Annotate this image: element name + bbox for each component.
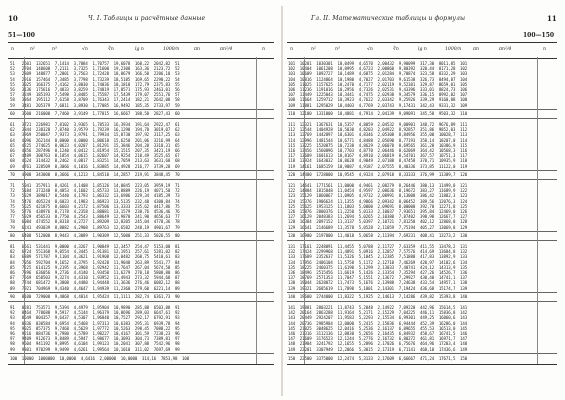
col-header-lg: lg n — [135, 47, 144, 52]
col-header-n-right: n — [543, 47, 546, 52]
col-header-n-right: n — [262, 47, 265, 52]
col-header-pin: πn — [473, 47, 479, 52]
left-page — [0, 0, 282, 400]
right-page-number: 11 — [547, 14, 557, 23]
right-table-header — [287, 42, 557, 59]
column-divider — [256, 57, 257, 364]
row-rule — [287, 301, 557, 302]
col-header-n3: n³ — [335, 47, 340, 52]
col-header-recip: 1000/n — [445, 47, 462, 52]
right-row-130: 130 16900 2197000 11,4018 5,0658 2,11394 7,69231 408,41 13273,2 130 — [288, 233, 468, 238]
col-header-lg: lg n — [418, 47, 427, 52]
right-block-111-119: 111 12321 1367631 10,5357 4,8059 2,04532 9,00901 348,72 9676,89 111 112 12544 1404928 10,5830 4,8203 2,04922 8,92857 351,86 9852,03 112 113 12769 1442897 10,6301 4,8346 2,05308 8,84956 355,00 10028,7 113 114 12996 1481544 10,6771 4,8488 2,05690 8,77193 358,14 10207,0 114 115 13225 1520875 10,7238 4,8629 2,06070 8,69565 361,28 10386,9 115 116 13456 1560896 10,7703 4,8770 2,06446 8,62069 364,42 10568,3 116 117 13689 1601613 10,8167 4,8910 2,06819 8,54701 367,57 10751,3 117 118 13924 1643032 10,8628 4,9049 2,07188 8,47458 370,71 10935,9 118 119 14161 1685159 10,9087 4,9187 2,07555 8,40336 373,85 11122,0 119 — [288, 122, 468, 169]
row-rule — [8, 292, 274, 293]
right-row-140: 140 19600 2744000 11,8322 5,1925 2,14613 7,14286 439,82 15393,8 140 — [288, 294, 468, 299]
col-header-cbrt: ∛n — [393, 47, 399, 52]
left-table-header — [8, 42, 274, 59]
left-range: 51—100 — [8, 32, 35, 39]
col-header-cbrt: ∛n — [108, 47, 114, 52]
row-rule — [287, 292, 557, 293]
column-divider — [24, 57, 25, 364]
row-rule — [287, 109, 557, 110]
col-header-n: n — [290, 47, 293, 52]
left-page-number: 10 — [8, 14, 18, 23]
col-header-pin: πn — [194, 47, 200, 52]
left-row-60: 60 3600 216000 7,7460 3,9149 1,77815 16,6667 188,50 2827,43 60 — [10, 111, 180, 116]
col-header-circle-area: πn²/4 — [499, 47, 512, 52]
left-block-91-99: 91 8281 753571 9,5394 4,4979 1,95904 10,9890 285,88 6503,88 91 92 8464 778688 9,5917 4,5144 1,96379 10,8696 289,03 6647,61 92 93 8649 804357 9,6437 4,5307 1,96848 10,7527 292,17 6792,91 93 94 8836 830584 9,6954 4,5468 1,97313 10,6383 295,31 6939,78 94 95 9025 857375 9,7468 4,5629 1,97772 10,5263 298,45 7088,22 95 96 9216 884736 9,7980 4,5789 1,98227 10,4167 301,59 7238,23 96 97 9409 912673 9,8489 4,5947 1,98677 10,3093 304,73 7389,81 97 98 9604 941192 9,8995 4,6104 1,99123 10,2041 307,88 7542,96 98 99 9801 970299 9,9499 4,6261 1,99564 10,1010 311,02 7697,69 99 — [10, 305, 180, 352]
right-block-121-129: 121 14641 1771561 11,0000 4,9461 2,08279 8,26446 380,13 11499,0 121 122 14884 1815848 11,0454 4,9597 2,08636 8,19672 383,27 11689,9 122 123 15129 1860867 11,0905 4,9732 2,08991 8,13008 386,42 11882,3 123 124 15376 1906624 11,1355 4,9866 2,09342 8,06452 389,56 12076,3 124 125 15625 1953125 11,1803 5,0000 2,09691 8,00000 392,70 12271,8 125 126 15876 2000376 11,2250 5,0133 2,10037 7,93651 395,84 12469,0 126 127 16129 2048383 11,2694 5,0265 2,10380 7,87402 398,98 12667,7 127 128 16384 2097152 11,3137 5,0397 2,10721 7,81250 402,12 12868,0 128 129 16641 2146689 11,3578 5,0528 2,11059 7,75194 405,27 13069,8 129 — [288, 183, 468, 230]
right-row-150: 150 22500 3375000 12,2474 5,3133 2,17609 6,66667 471,24 17671,5 150 — [288, 356, 468, 361]
row-rule — [8, 240, 274, 241]
right-row-120: 120 14400 1728000 10,9545 4,9324 2,07918 8,33333 376,99 11309,7 120 — [288, 172, 468, 177]
col-header-n: n — [11, 47, 14, 52]
column-divider — [304, 57, 305, 364]
row-rule — [8, 353, 274, 354]
col-header-recip: 1000/n — [163, 47, 180, 52]
right-row-110: 110 12100 1331000 10,4881 4,7914 2,04139 9,09091 345,58 9503,32 110 — [288, 111, 468, 116]
col-header-n2: n² — [311, 47, 316, 52]
col-header-n2: n² — [30, 47, 35, 52]
left-block-81-89: 81 6561 531441 9,0000 4,3267 1,90849 12,3457 254,47 5153,00 81 82 6724 551368 9,0554 4,3445 1,91381 12,1951 257,61 5281,02 82 83 6889 571787 9,1104 4,3621 1,91908 12,0482 260,75 5410,61 83 84 7056 592704 9,1652 4,3795 1,92428 11,9048 263,89 5541,77 84 85 7225 614125 9,2195 4,3968 1,92942 11,7647 267,04 5674,50 85 86 7396 636056 9,2736 4,4140 1,93450 11,6279 270,18 5808,80 86 87 7569 658503 9,3274 4,4310 1,93952 11,4943 273,32 5944,68 87 88 7744 681472 9,3808 4,4480 1,94448 11,3636 276,46 6082,12 88 89 7921 704969 9,4340 4,4647 1,94939 11,2360 279,60 6221,14 89 — [10, 244, 180, 291]
row-rule — [287, 179, 557, 180]
table-bottom-rule — [8, 364, 274, 365]
col-header-n3: n³ — [52, 47, 57, 52]
row-rule — [8, 231, 274, 232]
left-block-51-59: 51 2601 132651 7,1414 3,7084 1,70757 19,6078 160,22 2042,82 51 52 2704 140608 7,2111 3,7325 1,71600 19,2308 163,36 2123,72 52 53 2809 148877 7,2801 3,7563 1,72428 18,8679 166,50 2206,18 53 54 2916 157464 7,3485 3,7798 1,73239 18,5185 169,65 2290,22 54 55 3025 166375 7,4162 3,8030 1,74036 18,1818 172,79 2375,83 55 56 3136 175616 7,4833 3,8259 1,74819 17,8571 175,93 2463,01 56 57 3249 185193 7,5498 3,8485 1,75587 17,5439 179,07 2551,76 57 58 3364 195112 7,6158 3,8709 1,76343 17,2414 182,21 2642,08 58 59 3481 205379 7,6811 3,8930 1,77085 16,9492 185,35 2733,97 59 — [10, 61, 180, 108]
col-header-sqrt: √n — [82, 47, 88, 52]
table-bottom-rule — [287, 364, 557, 365]
left-row-70: 70 4900 343000 8,3666 4,1213 1,84510 14,2857 219,91 3848,45 70 — [10, 172, 180, 177]
row-rule — [287, 118, 557, 119]
left-running-head: Ч. I. Таблицы и расчётные данные — [88, 15, 206, 22]
right-block-131-139: 131 17161 2248091 11,4455 5,0788 2,11727 7,63359 411,55 13478,2 131 132 17424 2299968 11,4891 5,0916 2,12057 7,57576 414,69 13684,8 132 133 17689 2352637 11,5326 5,1045 2,12385 7,51880 417,83 13892,9 133 134 17956 2406104 11,5758 5,1172 2,12710 7,46269 420,97 14102,6 134 135 18225 2460375 11,6190 5,1299 2,13033 7,40741 424,12 14313,9 135 136 18496 2515456 11,6619 5,1426 2,13354 7,35294 427,26 14526,7 136 137 18769 2571353 11,7047 5,1551 2,13672 7,29927 430,40 14741,1 137 138 19044 2628072 11,7473 5,1676 2,13988 7,24638 433,54 14957,1 138 139 19321 2685619 11,7898 5,1801 2,14301 7,19424 436,68 15174,7 139 — [288, 244, 468, 291]
right-range: 100—150 — [523, 32, 555, 39]
left-row-100: 100 10000 1000000 10,0000 4,6416 2,00000 10,0000 314,16 7853,98 100 — [10, 356, 190, 361]
right-running-head: Гл. II. Математические таблицы и формулы — [311, 15, 466, 22]
left-row-90: 90 8100 729000 9,4868 4,4814 1,95424 11,1111 282,74 6361,73 90 — [10, 294, 180, 299]
row-rule — [8, 109, 274, 110]
row-rule — [8, 118, 274, 119]
row-rule — [287, 353, 557, 354]
right-block-101-109: 101 10201 1030301 10,0499 4,6570 2,00432 9,90099 317,30 8011,85 101 102 10404 1061208 10,0995 4,6723 2,00860 9,80392 320,44 8171,28 102 103 10609 1092727 10,1489 4,6875 2,01284 9,70874 323,58 8332,29 103 104 10816 1124864 10,1980 4,7027 2,01703 9,61538 326,73 8494,87 104 105 11025 1157625 10,2470 4,7177 2,02119 9,52381 329,87 8659,01 105 106 11236 1191016 10,2956 4,7326 2,02531 9,43396 333,01 8824,73 106 107 11449 1225043 10,3441 4,7475 2,02938 9,34579 336,15 8992,02 107 108 11664 1259712 10,3923 4,7622 2,03342 9,25926 339,29 9160,88 108 109 11881 1295029 10,4403 4,7769 2,03743 9,17431 342,43 9331,32 109 — [288, 61, 468, 108]
col-header-circle-area: πn²/4 — [220, 47, 233, 52]
left-row-80: 80 6400 512000 8,9443 4,3089 1,90309 12,5000 251,33 5026,55 80 — [10, 233, 180, 238]
col-header-sqrt: √n — [367, 47, 373, 52]
right-page — [283, 0, 565, 400]
left-block-71-79: 71 5041 357911 8,4261 4,1408 1,85126 14,0845 223,05 3959,19 71 72 5184 373248 8,4853 4,1602 1,85733 13,8889 226,19 4071,50 72 73 5329 389017 8,5440 4,1793 1,86332 13,6986 229,34 4185,39 73 74 5476 405224 8,6023 4,1983 1,86923 13,5135 232,48 4300,84 74 75 5625 421875 8,6603 4,2172 1,87506 13,3333 235,62 4417,86 75 76 5776 438976 8,7178 4,2358 1,88081 13,1579 238,76 4536,46 76 77 5929 456533 8,7750 4,2543 1,88649 12,9870 241,90 4656,63 77 78 6084 474552 8,8318 4,2727 1,89209 12,8205 245,04 4778,36 78 79 6241 493039 8,8882 4,2908 1,89763 12,6582 248,19 4901,67 79 — [10, 183, 180, 230]
row-rule — [8, 179, 274, 180]
right-block-141-149: 141 19881 2803221 11,8743 5,2048 2,14922 7,09220 442,96 15614,5 141 142 20164 2863288 11,9164 5,2171 2,15229 7,04225 446,11 15836,8 142 143 20449 2924207 11,9583 5,2293 2,15534 6,99301 449,25 16060,6 143 144 20736 2985984 12,0000 5,2415 2,15836 6,94444 452,39 16286,0 144 145 21025 3048625 12,0416 5,2536 2,16137 6,89655 455,53 16513,0 145 146 21316 3112136 12,0830 5,2656 2,16435 6,84932 458,67 16741,5 146 147 21609 3176523 12,1244 5,2776 2,16732 6,80272 461,81 16971,7 147 148 21904 3241792 12,1655 5,2896 2,17026 6,75676 464,96 17203,4 148 149 22201 3307949 12,2066 5,3015 2,17319 6,71141 468,10 17436,6 149 — [288, 305, 468, 352]
left-block-61-69: 61 3721 226981 7,8102 3,9365 1,78533 16,3934 191,64 2922,47 61 62 3844 238328 7,8740 3,9579 1,79239 16,1290 194,78 3019,07 62 63 3969 250047 7,9373 3,9791 1,79934 15,8730 197,92 3117,25 63 64 4096 262144 8,0000 4,0000 1,80618 15,6250 201,06 3216,99 64 65 4225 274625 8,0623 4,0207 1,81291 15,3846 204,20 3318,31 65 66 4356 287496 8,1240 4,0412 1,81954 15,1515 207,35 3421,19 66 67 4489 300763 8,1854 4,0615 1,82607 14,9254 210,49 3525,65 67 68 4624 314432 8,2462 4,0817 1,83251 14,7059 213,63 3631,68 68 69 4761 328509 8,3066 4,1016 1,83885 14,4928 216,77 3739,28 69 — [10, 122, 180, 169]
row-rule — [287, 170, 557, 171]
row-rule — [287, 231, 557, 232]
row-rule — [8, 301, 274, 302]
column-divider — [537, 57, 538, 364]
row-rule — [8, 170, 274, 171]
row-rule — [287, 240, 557, 241]
